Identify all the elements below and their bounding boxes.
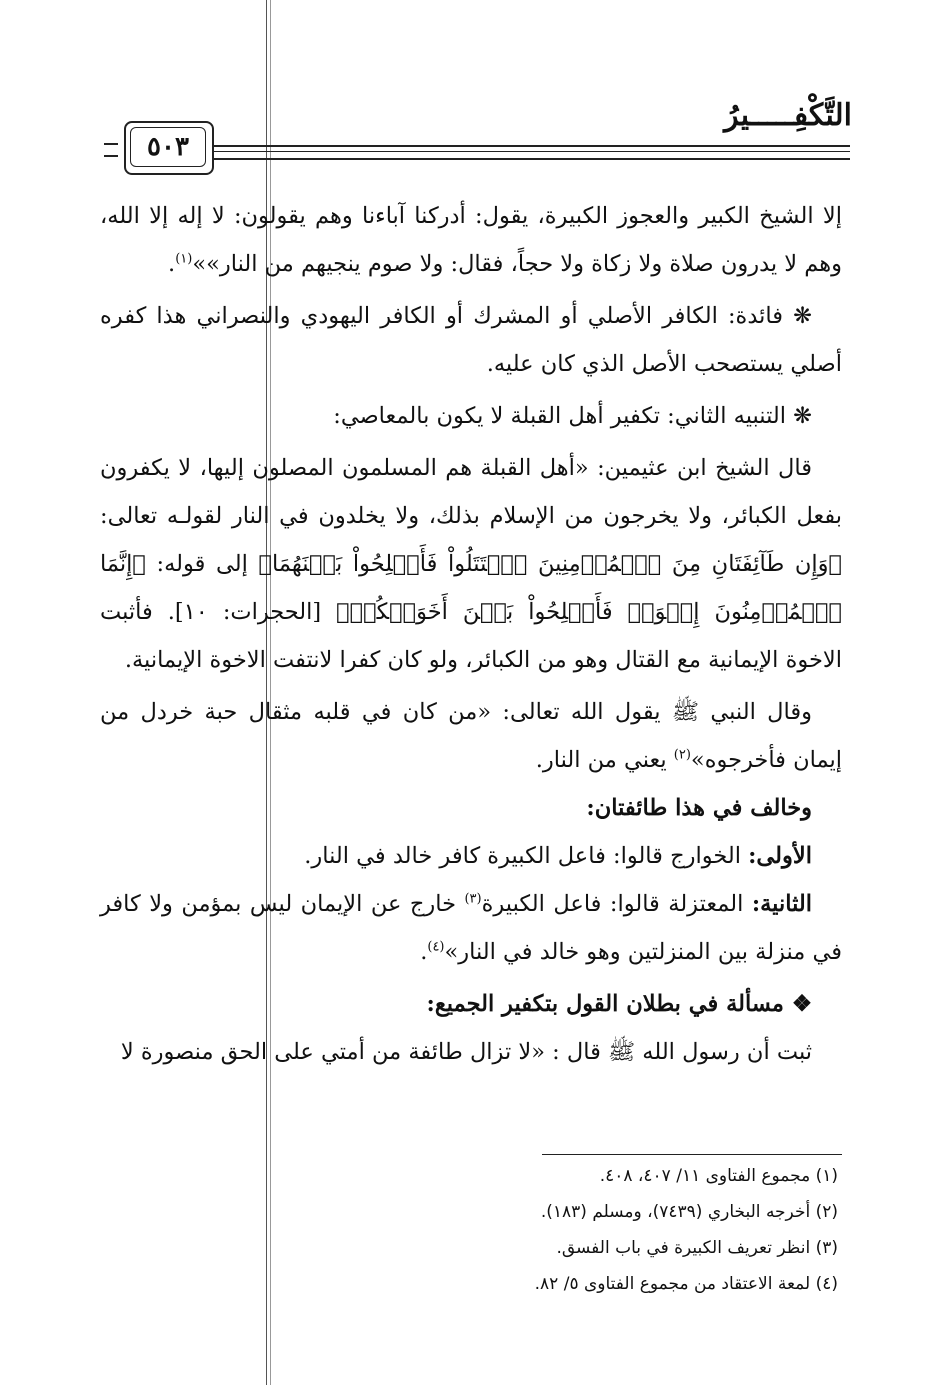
second-group-end: . xyxy=(420,939,428,965)
second-group-text-a: المعتزلة قالوا: فاعل الكبيرة xyxy=(481,891,752,917)
paragraph-hadith-text: وقال النبي ﷺ يقول الله تعالى: «من كان في قلبه مثقال حبة خردل من إيمان فأخرجوه» xyxy=(100,699,842,773)
footnote-ref-3: (٣) xyxy=(464,891,482,907)
paragraph-1 xyxy=(100,192,842,288)
running-title: التَّكْفِـــــيرُ xyxy=(724,98,852,133)
paragraph-second-note: ❋ التنبيه الثاني: تكفير أهل القبلة لا يكون بالمعاصي: xyxy=(333,403,812,429)
main-text xyxy=(100,192,842,1076)
footnote-ref-1: (١) xyxy=(175,251,193,267)
paragraph-uthaymeen-quote: قال الشيخ ابن عثيمين: «أهل القبلة هم المسلمون المصلون إليها، لا يكفرون بفعل الكبائر، ولا يخرجون من الإسلام بذلك، ولا يخلدون في النار لقولـه تعالى: ﴿وَإِن طَآئِفَتَانِ مِنَ ٱلۡمُؤۡمِنِينَ ٱقۡتَتَلُواْ فَأَصۡلِحُواْ بَيۡنَهُمَا﴾ إلى قوله: ﴿إِنَّمَا ٱلۡمُؤۡمِنُونَ إِخۡوَةٞ فَأَصۡلِحُواْ بَيۡنَ أَخَوَيۡكُمۡ﴾ [الحجرات: ١٠]. فأثبت الاخوة الإيمانية مع القتال وهو من الكبائر، ولو كان كفرا لانتفت الاخوة الإيمانية. xyxy=(100,455,843,673)
footnotes xyxy=(100,1158,838,1302)
footnote-ref-2: (٢) xyxy=(673,747,691,763)
first-group-label: الأولى: xyxy=(748,843,812,869)
paragraph-hadith xyxy=(100,688,842,784)
paragraph-1-line-2: وهم لا يدرون صلاة ولا زكاة ولا حجاً، فقال: ولا صوم ينجيهم من النار»» xyxy=(192,251,842,277)
page-number: ٥٠٣ xyxy=(130,127,206,167)
footnote-ref-4: (٤) xyxy=(427,939,445,955)
paragraph-second-group xyxy=(100,880,842,976)
paragraph-hadith-group: ثبت أن رسول الله ﷺ قال : «لا تزال طائفة من أمتي على الحق منصورة لا xyxy=(120,1039,812,1065)
paragraph-1-line-1: إلا الشيخ الكبير والعجوز الكبيرة، يقول: أدركنا آباءنا وهم يقولون: لا إله إلا الله، xyxy=(100,203,842,229)
paragraph-first-group xyxy=(100,832,842,880)
second-group-text-b: خارج عن الإيمان ليس بمؤمن ولا كافر في منزلة بين المنزلتين وهو خالد في النار» xyxy=(100,891,842,965)
first-group-text: الخوارج قالوا: فاعل الكبيرة كافر خالد في النار. xyxy=(304,843,749,869)
header-rule-middle xyxy=(214,151,850,152)
paragraph-1-end: . xyxy=(168,251,176,277)
paragraph-hadith-end: يعني من النار. xyxy=(535,747,674,773)
footnote-4: (٤) لمعة الاعتقاد من مجموع الفتاوى ٥/ ٨٢. xyxy=(534,1274,838,1294)
second-group-label: الثانية: xyxy=(751,891,812,917)
paragraph-two-groups: وخالف في هذا طائفتان: xyxy=(586,795,812,821)
footnote-2: (٢) أخرجه البخاري (٧٤٣٩)، ومسلم (١٨٣). xyxy=(540,1202,838,1222)
footnote-1: (١) مجموع الفتاوى ١١/ ٤٠٧، ٤٠٨. xyxy=(599,1166,838,1186)
footnote-3: (٣) انظر تعريف الكبيرة في باب الفسق. xyxy=(556,1238,838,1258)
header-rule xyxy=(214,145,850,160)
footnote-separator xyxy=(542,1154,842,1155)
header-rule-end-mark xyxy=(104,143,118,157)
paragraph-benefit: ❋ فائدة: الكافر الأصلي أو المشرك أو الكافر اليهودي والنصراني هذا كفره أصلي يستصحب الأصل الذي كان عليه. xyxy=(100,303,842,377)
section-heading-issue: ❖ مسألة في بطلان القول بتكفير الجميع: xyxy=(426,991,812,1017)
